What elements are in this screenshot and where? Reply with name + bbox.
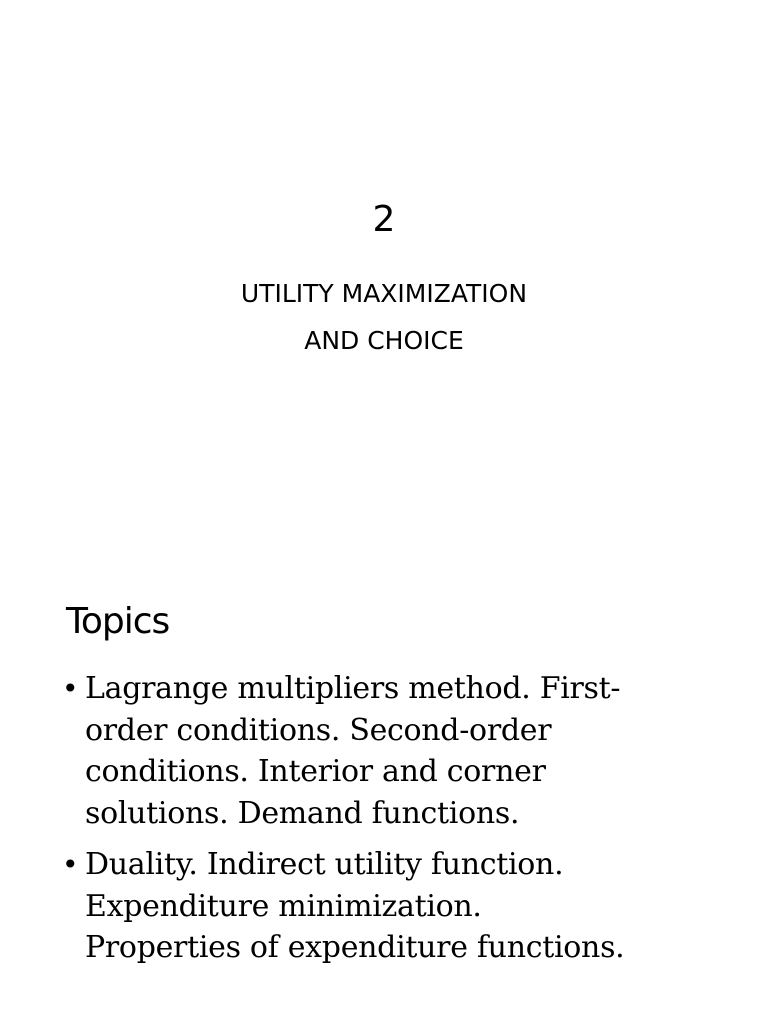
bullet-icon: • [62, 848, 79, 881]
chapter-title-line: UTILITY MAXIMIZATION [240, 279, 528, 308]
topic-line: order conditions. Second-order [85, 712, 552, 748]
topics-heading: Topics [66, 601, 170, 642]
topic-line: Expenditure minimization. [85, 888, 482, 924]
topic-item [62, 844, 752, 969]
topics-list [62, 668, 752, 979]
topic-line: Lagrange multipliers method. First- [85, 671, 621, 706]
topic-line: solutions. Demand functions. [85, 795, 520, 831]
topic-line: conditions. Interior and corner [85, 754, 546, 789]
chapter-title-line: AND CHOICE [304, 326, 464, 355]
chapter-title [0, 270, 768, 364]
topic-item [62, 668, 752, 834]
bullet-icon: • [62, 672, 79, 705]
topic-line: Duality. Indirect utility function. [85, 847, 564, 882]
chapter-number: 2 [372, 199, 396, 240]
topic-line: Properties of expenditure functions. [85, 930, 625, 965]
